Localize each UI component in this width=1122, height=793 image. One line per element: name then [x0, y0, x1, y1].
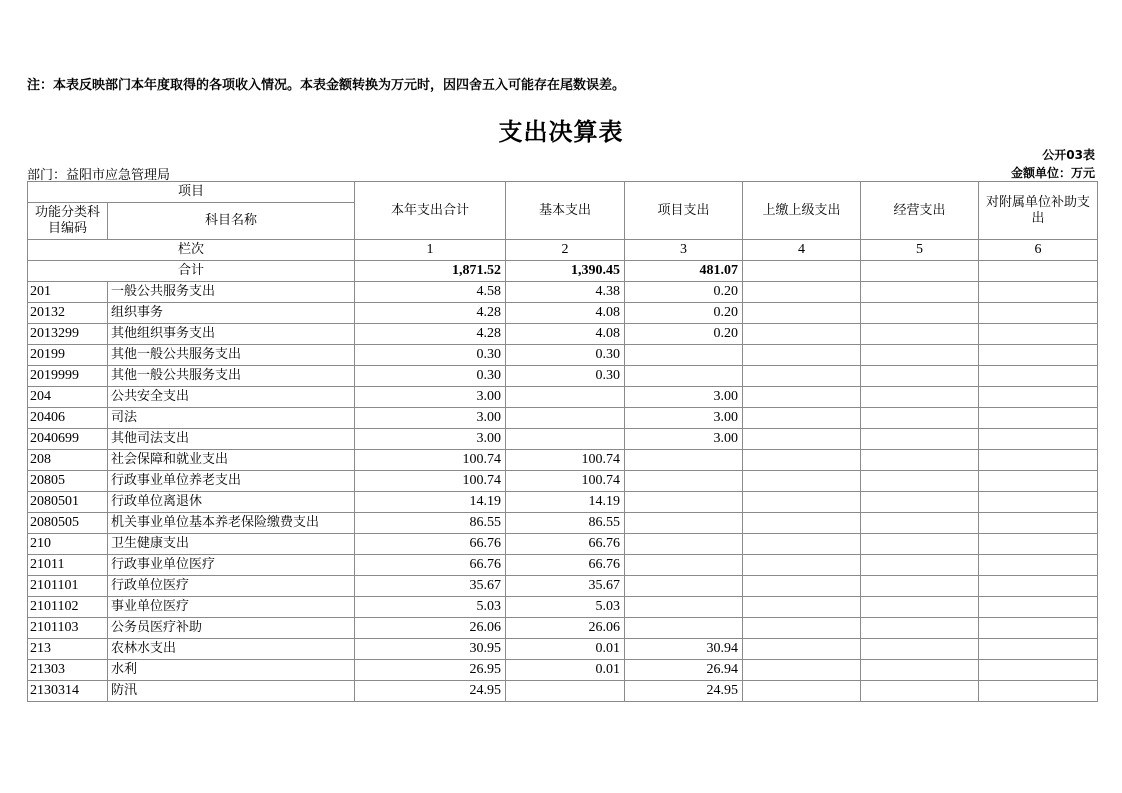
amount-cell: 0.01: [506, 639, 625, 660]
amount-cell: [979, 387, 1098, 408]
amount-cell: 30.95: [355, 639, 506, 660]
subject-name: 行政单位离退休: [108, 492, 355, 513]
header-subject-name: 科目名称: [108, 203, 355, 240]
amount-cell: 0.30: [506, 345, 625, 366]
table-row: [28, 576, 1098, 597]
table-row: [28, 408, 1098, 429]
amount-cell: 66.76: [355, 555, 506, 576]
amount-cell: [979, 576, 1098, 597]
amount-cell: 66.76: [506, 534, 625, 555]
amount-cell: [625, 366, 743, 387]
subject-name: 防汛: [108, 681, 355, 702]
total-value: [979, 261, 1098, 282]
table-row: [28, 387, 1098, 408]
amount-cell: 35.67: [506, 576, 625, 597]
amount-cell: [979, 408, 1098, 429]
amount-cell: [506, 681, 625, 702]
table-row: [28, 366, 1098, 387]
amount-cell: 4.08: [506, 303, 625, 324]
table-row: [28, 534, 1098, 555]
total-value: [743, 261, 861, 282]
amount-cell: [861, 324, 979, 345]
header-col-operating: 经营支出: [861, 182, 979, 240]
amount-cell: 3.00: [355, 429, 506, 450]
amount-cell: 3.00: [625, 387, 743, 408]
table-row: [28, 597, 1098, 618]
amount-cell: 26.06: [355, 618, 506, 639]
amount-cell: [861, 681, 979, 702]
amount-cell: [861, 366, 979, 387]
subject-code: 213: [28, 639, 108, 660]
amount-cell: 66.76: [506, 555, 625, 576]
header-row-1: [28, 182, 1098, 203]
amount-cell: [743, 387, 861, 408]
amount-cell: [979, 555, 1098, 576]
amount-cell: 4.28: [355, 303, 506, 324]
amount-cell: [979, 366, 1098, 387]
amount-cell: [861, 660, 979, 681]
amount-cell: 5.03: [506, 597, 625, 618]
subject-name: 组织事务: [108, 303, 355, 324]
subject-name: 行政事业单位医疗: [108, 555, 355, 576]
amount-cell: [861, 282, 979, 303]
column-number: 6: [979, 240, 1098, 261]
amount-cell: [625, 471, 743, 492]
subject-name: 卫生健康支出: [108, 534, 355, 555]
amount-cell: [861, 639, 979, 660]
amount-cell: 4.58: [355, 282, 506, 303]
amount-cell: [743, 492, 861, 513]
amount-cell: [743, 471, 861, 492]
amount-cell: 4.08: [506, 324, 625, 345]
amount-cell: 3.00: [355, 408, 506, 429]
subject-name: 公共安全支出: [108, 387, 355, 408]
header-func-code: 功能分类科目编码: [28, 203, 108, 240]
amount-cell: 0.20: [625, 303, 743, 324]
amount-cell: [979, 534, 1098, 555]
table-row: [28, 492, 1098, 513]
amount-cell: [861, 555, 979, 576]
form-code: 公开03表: [1042, 148, 1095, 162]
table-row: [28, 639, 1098, 660]
total-label: 合计: [28, 261, 355, 282]
amount-cell: [979, 597, 1098, 618]
amount-cell: 100.74: [506, 471, 625, 492]
header-col-remit: 上缴上级支出: [743, 182, 861, 240]
amount-cell: 4.38: [506, 282, 625, 303]
amount-cell: 100.74: [355, 450, 506, 471]
amount-cell: [743, 450, 861, 471]
amount-cell: [979, 282, 1098, 303]
total-row: [28, 261, 1098, 282]
amount-cell: [743, 345, 861, 366]
amount-cell: [743, 660, 861, 681]
amount-cell: [979, 450, 1098, 471]
subject-name: 其他一般公共服务支出: [108, 345, 355, 366]
total-value: 1,871.52: [355, 261, 506, 282]
amount-cell: [979, 324, 1098, 345]
amount-cell: 86.55: [355, 513, 506, 534]
total-value: 1,390.45: [506, 261, 625, 282]
row-index-label: 栏次: [28, 240, 355, 261]
table-row: [28, 513, 1098, 534]
amount-cell: 4.28: [355, 324, 506, 345]
amount-cell: [861, 450, 979, 471]
amount-cell: [861, 429, 979, 450]
amount-cell: [743, 513, 861, 534]
header-col-basic: 基本支出: [506, 182, 625, 240]
amount-cell: [861, 387, 979, 408]
amount-cell: [743, 408, 861, 429]
amount-cell: [625, 597, 743, 618]
amount-cell: 0.01: [506, 660, 625, 681]
amount-cell: [625, 555, 743, 576]
amount-cell: [743, 366, 861, 387]
amount-cell: [743, 429, 861, 450]
amount-cell: [743, 324, 861, 345]
header-col-subsidy: 对附属单位补助支出: [979, 182, 1098, 240]
amount-cell: [743, 618, 861, 639]
subject-code: 2013299: [28, 324, 108, 345]
amount-cell: [743, 681, 861, 702]
subject-name: 社会保障和就业支出: [108, 450, 355, 471]
unit-label: 金额单位：万元: [1010, 166, 1095, 180]
table-note: 注：本表反映部门本年度取得的各项收入情况。本表金额转换为万元时，因四舍五入可能存在尾数误差。: [27, 78, 626, 93]
header-item: 项目: [28, 182, 355, 203]
amount-cell: [625, 513, 743, 534]
amount-cell: [861, 471, 979, 492]
amount-cell: [625, 618, 743, 639]
column-number: 5: [861, 240, 979, 261]
column-number: 2: [506, 240, 625, 261]
amount-cell: [979, 429, 1098, 450]
subject-code: 2019999: [28, 366, 108, 387]
subject-name: 其他司法支出: [108, 429, 355, 450]
subject-code: 20406: [28, 408, 108, 429]
table-row: [28, 324, 1098, 345]
subject-code: 2101102: [28, 597, 108, 618]
amount-cell: 14.19: [355, 492, 506, 513]
amount-cell: [861, 534, 979, 555]
amount-cell: [743, 639, 861, 660]
amount-cell: 0.30: [355, 366, 506, 387]
amount-cell: 0.20: [625, 282, 743, 303]
amount-cell: [743, 303, 861, 324]
subject-code: 21011: [28, 555, 108, 576]
table-row: [28, 618, 1098, 639]
amount-cell: [506, 387, 625, 408]
amount-cell: 26.06: [506, 618, 625, 639]
subject-code: 2101103: [28, 618, 108, 639]
amount-cell: 26.94: [625, 660, 743, 681]
amount-cell: [861, 345, 979, 366]
expenditure-table: [27, 181, 1098, 702]
table-row: [28, 303, 1098, 324]
amount-cell: 0.30: [506, 366, 625, 387]
subject-code: 201: [28, 282, 108, 303]
amount-cell: 14.19: [506, 492, 625, 513]
subject-name: 机关事业单位基本养老保险缴费支出: [108, 513, 355, 534]
subject-name: 其他一般公共服务支出: [108, 366, 355, 387]
amount-cell: 3.00: [625, 408, 743, 429]
amount-cell: 66.76: [355, 534, 506, 555]
amount-cell: [861, 513, 979, 534]
subject-code: 2080501: [28, 492, 108, 513]
amount-cell: [743, 534, 861, 555]
amount-cell: [625, 345, 743, 366]
subject-name: 事业单位医疗: [108, 597, 355, 618]
amount-cell: [979, 681, 1098, 702]
amount-cell: [861, 303, 979, 324]
amount-cell: [625, 534, 743, 555]
amount-cell: [625, 450, 743, 471]
table-row: [28, 660, 1098, 681]
amount-cell: [625, 576, 743, 597]
amount-cell: 5.03: [355, 597, 506, 618]
subject-code: 2130314: [28, 681, 108, 702]
amount-cell: [861, 597, 979, 618]
subject-code: 2040699: [28, 429, 108, 450]
subject-code: 2080505: [28, 513, 108, 534]
subject-code: 20199: [28, 345, 108, 366]
column-index-row: [28, 240, 1098, 261]
amount-cell: [979, 639, 1098, 660]
amount-cell: [979, 492, 1098, 513]
amount-cell: [979, 513, 1098, 534]
amount-cell: 26.95: [355, 660, 506, 681]
table-row: [28, 282, 1098, 303]
department-label: 部门：益阳市应急管理局: [27, 168, 171, 183]
amount-cell: [861, 618, 979, 639]
amount-cell: [506, 429, 625, 450]
amount-cell: 24.95: [625, 681, 743, 702]
amount-cell: [979, 471, 1098, 492]
subject-code: 204: [28, 387, 108, 408]
subject-code: 208: [28, 450, 108, 471]
amount-cell: 30.94: [625, 639, 743, 660]
subject-code: 2101101: [28, 576, 108, 597]
table-row: [28, 345, 1098, 366]
table-row: [28, 555, 1098, 576]
amount-cell: [861, 408, 979, 429]
total-value: 481.07: [625, 261, 743, 282]
amount-cell: [743, 555, 861, 576]
table-row: [28, 429, 1098, 450]
column-number: 3: [625, 240, 743, 261]
total-value: [861, 261, 979, 282]
column-number: 1: [355, 240, 506, 261]
amount-cell: [743, 597, 861, 618]
subject-name: 公务员医疗补助: [108, 618, 355, 639]
subject-name: 水利: [108, 660, 355, 681]
subject-name: 一般公共服务支出: [108, 282, 355, 303]
subject-code: 20805: [28, 471, 108, 492]
amount-cell: [625, 492, 743, 513]
header-col-total: 本年支出合计: [355, 182, 506, 240]
amount-cell: 0.30: [355, 345, 506, 366]
subject-name: 行政单位医疗: [108, 576, 355, 597]
amount-cell: [979, 660, 1098, 681]
amount-cell: 3.00: [625, 429, 743, 450]
table-row: [28, 681, 1098, 702]
amount-cell: 24.95: [355, 681, 506, 702]
amount-cell: 35.67: [355, 576, 506, 597]
amount-cell: [506, 408, 625, 429]
page-title: 支出决算表: [498, 118, 624, 146]
amount-cell: [743, 576, 861, 597]
amount-cell: [979, 345, 1098, 366]
amount-cell: [743, 282, 861, 303]
amount-cell: [979, 303, 1098, 324]
subject-name: 行政事业单位养老支出: [108, 471, 355, 492]
subject-name: 农林水支出: [108, 639, 355, 660]
header-col-project: 项目支出: [625, 182, 743, 240]
amount-cell: 100.74: [506, 450, 625, 471]
subject-name: 其他组织事务支出: [108, 324, 355, 345]
amount-cell: 100.74: [355, 471, 506, 492]
amount-cell: [861, 576, 979, 597]
amount-cell: 0.20: [625, 324, 743, 345]
amount-cell: 3.00: [355, 387, 506, 408]
amount-cell: [861, 492, 979, 513]
subject-code: 210: [28, 534, 108, 555]
amount-cell: 86.55: [506, 513, 625, 534]
column-number: 4: [743, 240, 861, 261]
table-row: [28, 471, 1098, 492]
subject-code: 20132: [28, 303, 108, 324]
subject-code: 21303: [28, 660, 108, 681]
table-row: [28, 450, 1098, 471]
subject-name: 司法: [108, 408, 355, 429]
amount-cell: [979, 618, 1098, 639]
